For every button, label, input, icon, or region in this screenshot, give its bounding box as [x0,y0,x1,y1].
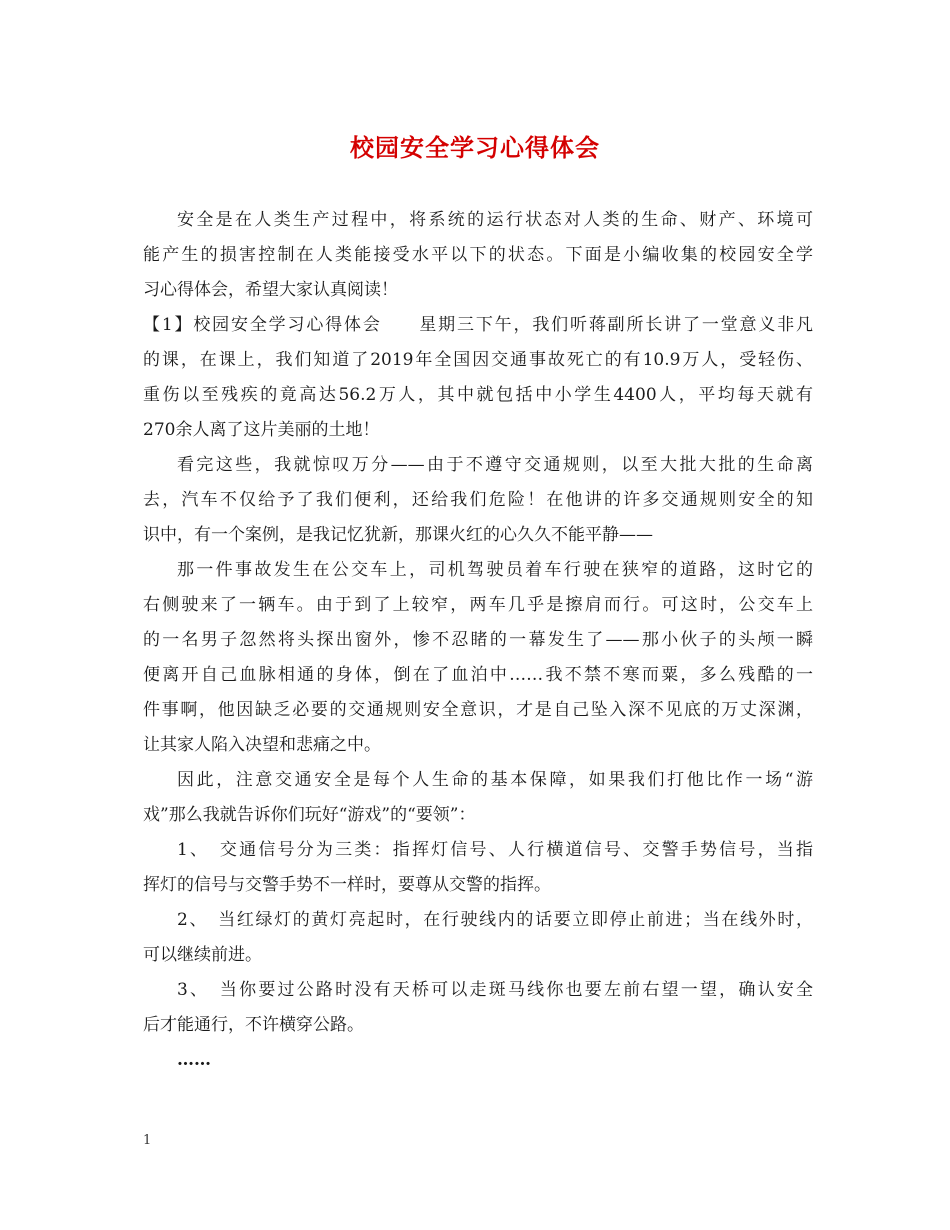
text-line: 右侧驶来了一辆车。由于到了上较窄，两车几乎是擦肩而行。可这时，公交车上 [143,595,813,615]
text-line: 习心得体会，希望大家认真阅读！ [143,280,398,300]
text-line: 便离开自己血脉相通的身体，倒在了血泊中……我不禁不寒而粟，多么残酷的一 [143,665,813,685]
text-line: 【1】校园安全学习心得体会 星期三下午，我们听蒋副所长讲了一堂意义非凡 [143,315,813,335]
ellipsis-text: …… [177,1050,211,1070]
page-number: 1 [143,1133,152,1148]
text-line: 识中，有一个案例，是我记忆犹新，那课火红的心久久不能平静—— [143,525,653,545]
text-line: 因此，注意交通安全是每个人生命的基本保障，如果我们打他比作一场“游 [177,770,813,790]
text-line: 1、 交通信号分为三类：指挥灯信号、人行横道信号、交警手势信号，当指 [177,840,813,860]
text-line: 270余人离了这片美丽的土地！ [143,420,380,440]
text-line: 让其家人陷入决望和悲痛之中。 [143,735,381,755]
text-line: 可以继续前进。 [143,945,262,965]
text-line: 能产生的损害控制在人类能接受水平以下的状态。下面是小编收集的校园安全学 [143,245,813,265]
text-line: 那一件事故发生在公交车上，司机驾驶员着车行驶在狭窄的道路，这时它的 [177,560,813,580]
text-line: 件事啊，他因缺乏必要的交通规则安全意识，才是自己坠入深不见底的万丈深渊， [143,700,813,720]
text-line: 看完这些，我就惊叹万分——由于不遵守交通规则，以至大批大批的生命离 [177,455,813,475]
text-line: 戏”那么我就告诉你们玩好“游戏”的“要领”： [143,805,476,825]
text-line: 的课，在课上，我们知道了2019年全国因交通事故死亡的有10.9万人，受轻伤、 [143,350,813,370]
text-line: 去，汽车不仅给予了我们便利，还给我们危险！在他讲的许多交通规则安全的知 [143,490,813,510]
document-body [143,203,813,1078]
text-line: 3、 当你要过公路时没有天桥可以走斑马线你也要左前右望一望，确认安全 [177,980,813,1000]
text-line: 重伤以至残疾的竟高达56.2万人，其中就包括中小学生4400人，平均每天就有 [143,385,813,405]
text-line: 2、 当红绿灯的黄灯亮起时，在行驶线内的话要立即停止前进；当在线外时， [177,910,813,930]
text-line: 安全是在人类生产过程中，将系统的运行状态对人类的生命、财产、环境可 [177,210,813,230]
text-line: 挥灯的信号与交警手势不一样时，要尊从交警的指挥。 [143,875,551,895]
text-line: 的一名男子忽然将头探出窗外，惨不忍睹的一幕发生了——那小伙子的头颅一瞬 [143,630,813,650]
text-line: 后才能通行，不许横穿公路。 [143,1015,364,1035]
document-title: 校园安全学习心得体会 [350,133,600,162]
